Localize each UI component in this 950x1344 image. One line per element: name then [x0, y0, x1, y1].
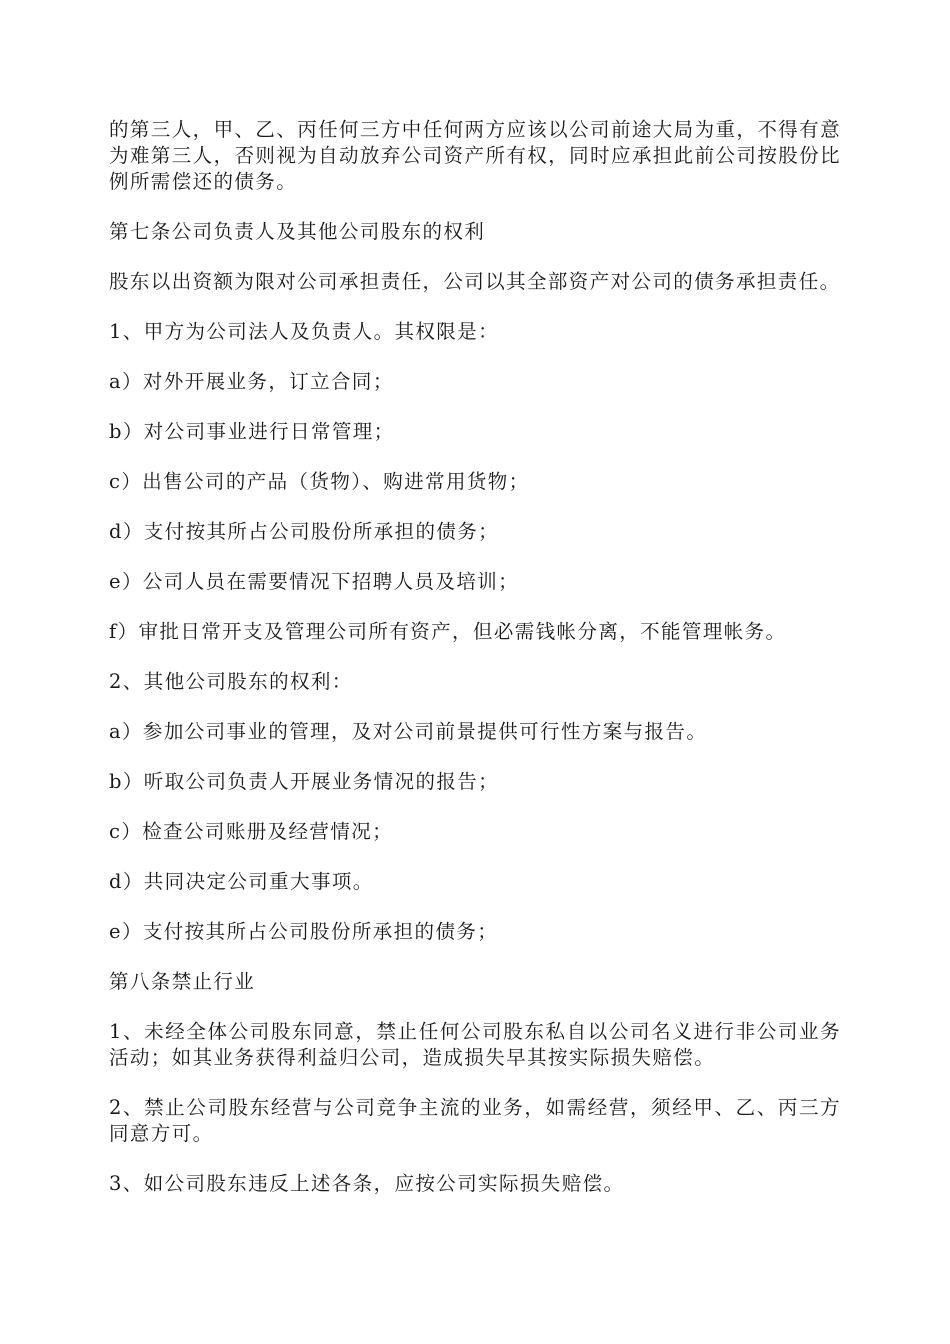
prohibition-1: 1、未经全体公司股东同意，禁止任何公司股东私自以公司名义进行非公司业务活动；如其业务获得利益归公司，造成损失早其按实际损失赔偿。 [109, 1020, 841, 1069]
item-2b: b）听取公司负责人开展业务情况的报告； [109, 770, 500, 793]
item-2-other-shareholders: 2、其他公司股东的权利： [109, 670, 353, 693]
item-2a: a）参加公司事业的管理，及对公司前景提供可行性方案与报告。 [109, 720, 708, 743]
prohibition-3: 3、如公司股东违反上述各条，应按公司实际损失赔偿。 [109, 1172, 625, 1195]
item-1c: c）出售公司的产品（货物）、购进常用货物； [109, 470, 530, 493]
document-page [109, 117, 841, 1221]
item-2d: d）共同决定公司重大事项。 [109, 870, 374, 893]
article-8-heading: 第八条禁止行业 [109, 970, 256, 993]
paragraph-continuation: 的第三人，甲、乙、丙任何三方中任何两方应该以公司前途大局为重，不得有意为难第三人，否则视为自动放弃公司资产所有权，同时应承担此前公司按股份比例所需偿还的债务。 [109, 118, 841, 193]
item-2e: e）支付按其所占公司股份所承担的债务； [109, 920, 499, 943]
article-7-heading: 第七条公司负责人及其他公司股东的权利 [109, 220, 486, 243]
item-1-party-a: 1、甲方为公司法人及负责人。其权限是： [109, 320, 500, 343]
item-1a: a）对外开展业务，订立合同； [109, 370, 394, 393]
paragraph-liability: 股东以出资额为限对公司承担责任，公司以其全部资产对公司的债务承担责任。 [109, 270, 841, 293]
item-1e: e）公司人员在需要情况下招聘人员及培训； [109, 570, 520, 593]
item-1b: b）对公司事业进行日常管理； [109, 420, 395, 443]
item-2c: c）检查公司账册及经营情况； [109, 820, 394, 843]
item-1d: d）支付按其所占公司股份所承担的债务； [109, 520, 500, 543]
prohibition-2: 2、禁止公司股东经营与公司竞争主流的业务，如需经营，须经甲、乙、丙三方同意方可。 [109, 1096, 841, 1145]
item-1f: f）审批日常开支及管理公司所有资产，但必需钱帐分离，不能管理帐务。 [109, 620, 787, 643]
